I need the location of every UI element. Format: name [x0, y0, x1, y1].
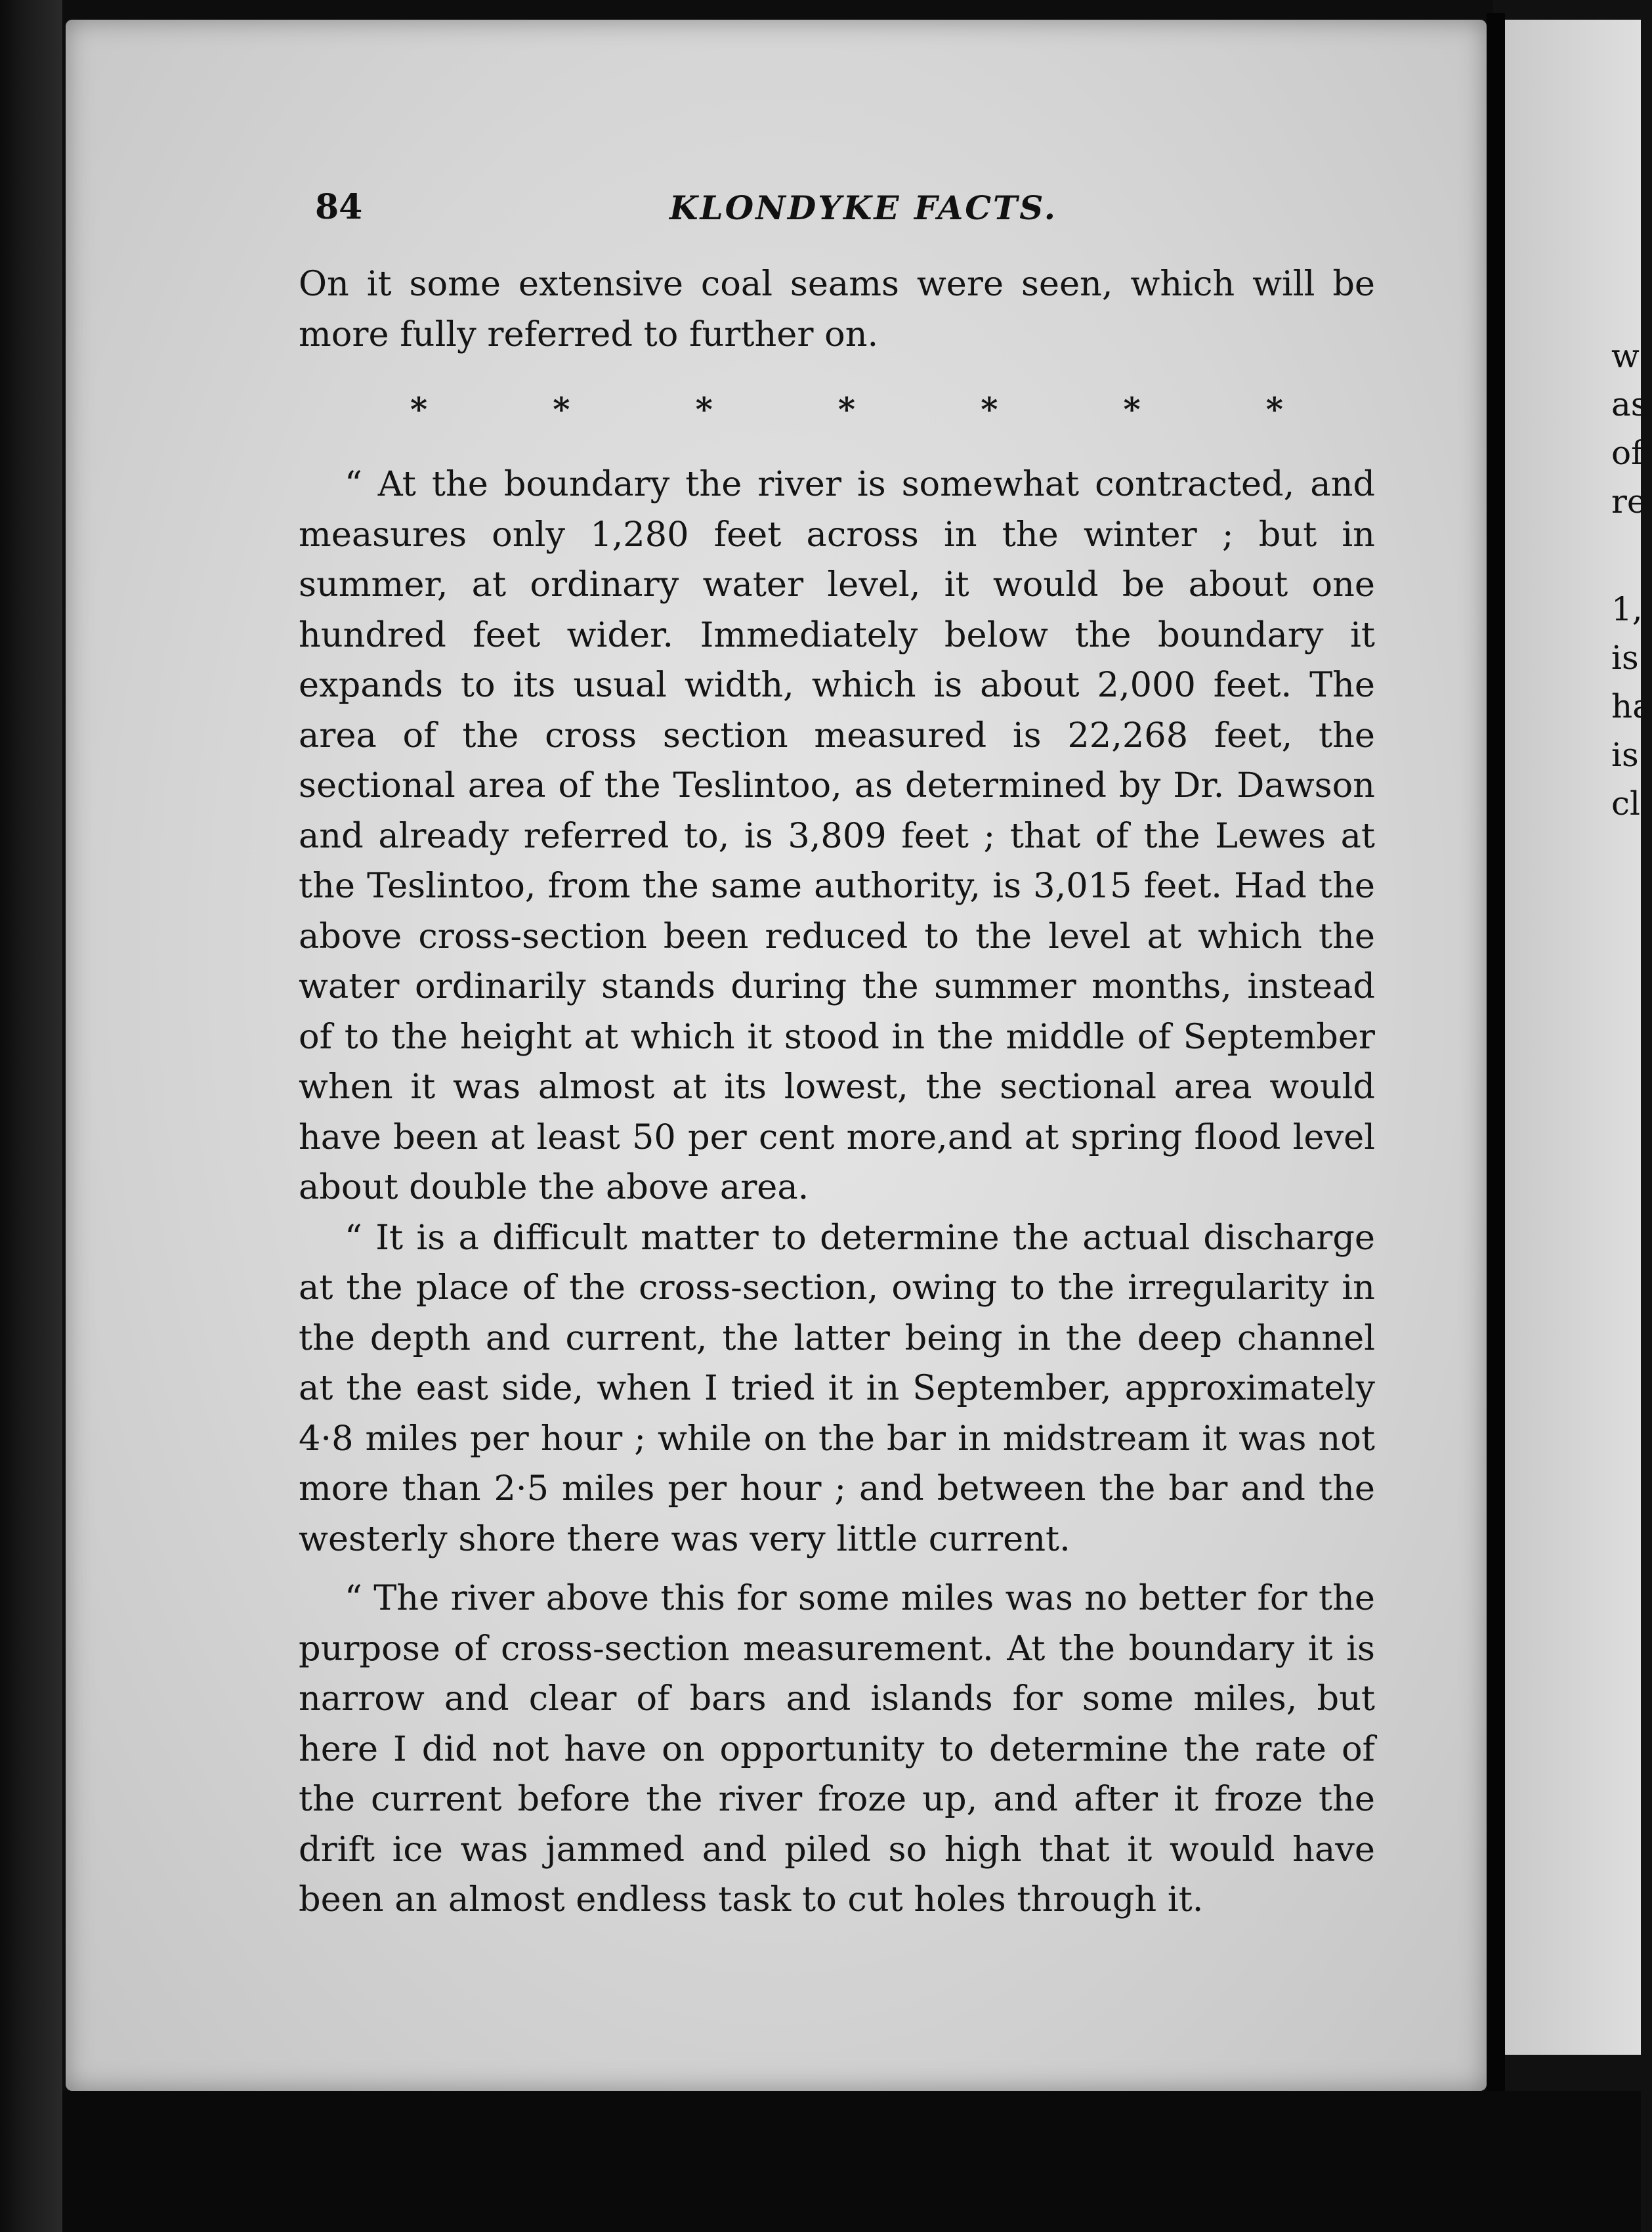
paragraph-boundary: “ At the boundary the river is somewhat contracted, and measures only 1,280 feet across in the winter ; but in summer, at ordinary water level, it would be about one hundred feet wider. Immediately below the boundary it expands to its usual width, which is about 2,000 feet. The area of the cross section measured is 22,268 feet, the sectional area of the Teslintoo, as determined by Dr. Dawson and already referred to, is 3,809 feet ; that of the Lewes at the Teslintoo, from the same authority, is 3,015 feet. Had the above cross-section been reduced to the level at which the water ordinarily stands during the summer months, instead of to the height at which it stood in the middle of September when it was almost at its lowest, the sectional area would have been at least 50 per cent more,and at spring flood level about double the above area.: [299, 464, 1375, 1207]
page-number: 84: [315, 187, 363, 227]
facing-page: [1505, 20, 1641, 2055]
paragraph-river-above: “ The river above this for some miles was no better for the purpose of cross-section measurement. At the boundary it is narrow and clear of bars and islands for some miles, but here I did not have on opportunity to determine the rate of the current before the river froze up, and after it froze the drift ice was jammed and piled so high that it would have been an almost endless task to cut holes through it.: [299, 1578, 1375, 1920]
book-gutter: [1487, 13, 1505, 2101]
asterisk: *: [695, 389, 713, 429]
asterisk: *: [837, 389, 856, 429]
scan-bottom-margin: [62, 2091, 1641, 2232]
facing-fragment: of: [1611, 434, 1643, 472]
scan-left-margin: [0, 0, 62, 2232]
asterisk: *: [1265, 389, 1283, 429]
facing-fragment: as: [1611, 385, 1648, 423]
facing-fragment: re: [1611, 483, 1647, 521]
asterisk: *: [553, 389, 570, 429]
facing-fragment: is: [1611, 639, 1639, 677]
facing-fragment: ha: [1611, 687, 1652, 725]
intro-paragraph: On it some extensive coal seams were seen, which will be more fully referred to further on.: [299, 264, 1375, 354]
facing-fragment: cl: [1611, 784, 1640, 823]
facing-fragment: 1,: [1611, 590, 1643, 628]
page-header: [315, 187, 1319, 233]
asterisk: *: [981, 389, 998, 429]
facing-fragment: is: [1611, 736, 1639, 774]
section-break-asterisks: [299, 360, 1375, 460]
running-title: KLONDYKE FACTS.: [669, 188, 1057, 227]
asterisk: *: [1123, 389, 1141, 429]
facing-fragment: w: [1611, 337, 1640, 375]
facing-gap: [1611, 526, 1651, 585]
facing-page-text: [1611, 332, 1651, 828]
body-text: [299, 259, 1375, 1925]
paragraph-discharge: “ It is a difficult matter to determine the actual discharge at the place of the cross-section, owing to the irregularity in the depth and current, the latter being in the deep channel at the east side, when I tried it in September, approximately 4·8 miles per hour ; while on the bar in midstream it was not more than 2·5 miles per hour ; and between the bar and the westerly shore there was very little current.: [299, 1217, 1375, 1559]
asterisk: *: [410, 389, 428, 429]
